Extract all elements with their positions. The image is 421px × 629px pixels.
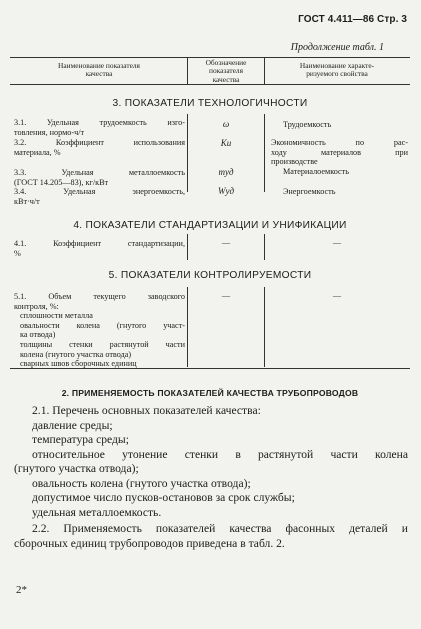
table-row-symbol: — [221,291,231,300]
table-row-property: — [332,238,342,247]
section3-divider-2 [264,114,265,192]
section-heading: 2. ПРИМЕНЯЕМОСТЬ ПОКАЗАТЕЛЕЙ КАЧЕСТВА ТРУБОПРОВОДОВ [61,388,359,398]
section4-divider-1 [187,234,188,260]
column-header-property: Наименование характе- ризуемого свойства [299,61,375,79]
section3-divider-1 [187,114,188,192]
section4-divider-2 [264,234,265,260]
body-text: 2.1. Перечень основных показателей качества: давление среды; температура среды; относительное утонение стенки в растянутой части колена (гнутого участка отвода); овальность колена (гнутого участка отвода); допустимое число пусков-остановов за срок службы; удельная металлоемкость. 2.2. Применяемость показателей качества фасонных деталей и сборочных единиц трубопроводов приведена в табл. 2. [14,404,408,550]
table-header-divider-1 [187,57,188,85]
table-row-property: Экономичность по рас- ходу материалов при производстве [271,138,408,167]
table-row-property: Трудоемкость [283,120,332,129]
table-row-symbol: mуд [218,167,234,177]
table-row-property: — [332,291,342,300]
section-title-technology: 3. ПОКАЗАТЕЛИ ТЕХНОЛОГИЧНОСТИ [112,98,308,109]
page-header: ГОСТ 4.411—86 Стр. 3 [298,14,407,25]
table-row-name: 5.1. Объем текущего заводского контроля, %: сплошности металла овальности колена (гнутого участ- ка отвода) толщины стенки растянутой части колена (гнутого участка отвода) сварных швов сборочных единиц [14,292,185,369]
column-header-symbol: Обозначение показателя качества [205,58,247,84]
page-footer-mark: 2* [16,584,27,596]
table-header-divider-2 [264,57,265,85]
table-row-name: 4.1. Коэффициент стандартизации, % [14,239,185,258]
table-row-symbol: Wуд [217,186,235,196]
table-row-symbol: — [221,238,231,247]
table-row-symbol: ω [222,119,230,129]
section5-divider-2 [264,287,265,367]
table-row-property: Энергоемкость [283,187,336,196]
table-row-name: 3.2. Коэффициент использования материала, % [14,138,185,157]
column-header-name: Наименование показателя качества [58,61,140,79]
section5-divider-1 [187,287,188,367]
table-row-name: 3.1. Удельная трудоемкость изго- товления, нормо-ч/т [14,118,185,137]
section-title-controllability: 5. ПОКАЗАТЕЛИ КОНТРОЛИРУЕМОСТИ [108,270,312,281]
table-continuation-label: Продолжение табл. 1 [290,42,384,53]
table-row-property: Материалоемкость [283,167,349,176]
table-row-name: 3.3. Удельная металлоемкость (ГОСТ 14.205—83), кг/кВт [14,168,185,187]
section-title-standardization: 4. ПОКАЗАТЕЛИ СТАНДАРТИЗАЦИИ И УНИФИКАЦИИ [73,220,347,231]
table-row-name: 3.4. Удельная энергоемкость, кВт·ч/т [14,187,185,206]
table-bottom-rule [10,368,410,369]
table-row-symbol: Kи [220,138,232,148]
